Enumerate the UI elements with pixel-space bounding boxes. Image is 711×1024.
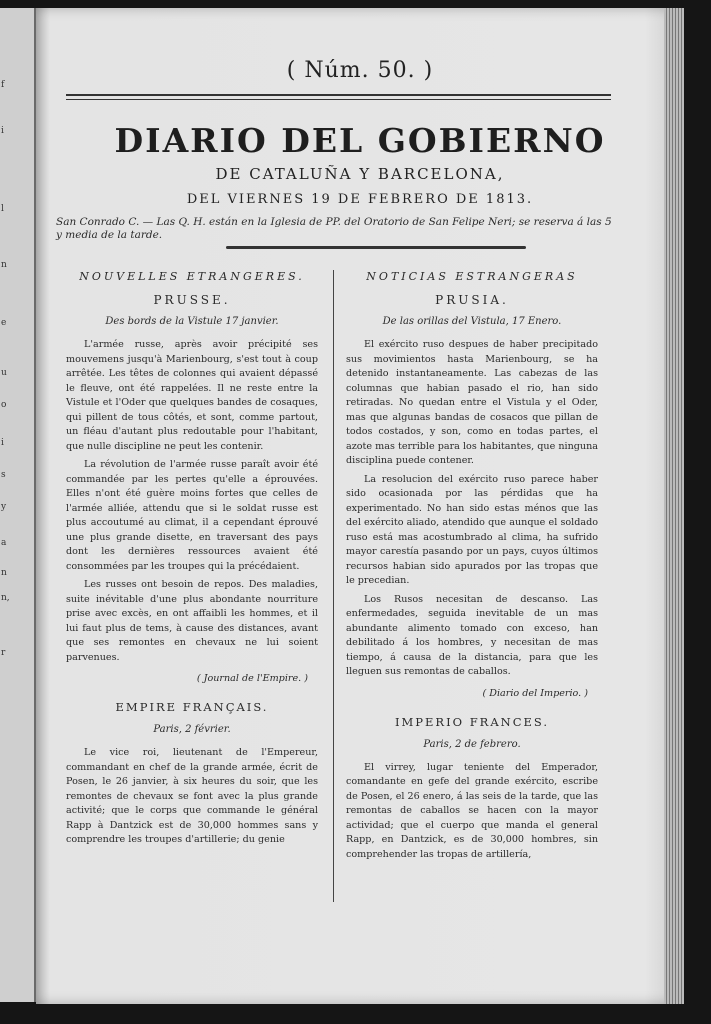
saint-notice: San Conrado C. — Las Q. H. están en la Iglesia de PP. del Oratorio de San Felipe Neri; se reserva á las 5 y media de la tarde.: [56, 216, 612, 241]
country-heading: PRUSSE.: [153, 293, 231, 307]
article-paragraph: La resolucion del exército ruso parece haber sido ocasionada por las pérdidas que ha experimentado. No han sido estas ménos que las del exército aliado, atendido que aunque el soldado ruso está mas acostumbrado al clima, ha sufrido mayor carestía pasando por un pays, cuyos últimos recursos habian sido apurados por las tropas que le precedian.: [346, 473, 598, 586]
left-page-fragment: r: [1, 648, 6, 658]
article-dateline: Paris, 2 de febrero.: [423, 738, 521, 750]
newspaper-title: DIARIO DEL GOBIERNO: [114, 121, 606, 160]
header-rule-top: [66, 94, 611, 96]
french-column: [66, 270, 318, 852]
left-page-fragment: i: [1, 438, 4, 448]
article-dateline: Des bords de la Vistule 17 janvier.: [105, 316, 279, 327]
issue-date: DEL VIERNES 19 DE FEBRERO DE 1813.: [186, 192, 534, 207]
article-dateline: Paris, 2 février.: [153, 724, 231, 735]
header-ornament-rule: [226, 246, 526, 249]
left-page-fragment: o: [1, 400, 7, 410]
left-page-fragment: f: [1, 80, 5, 90]
left-page-fragment: n,: [1, 593, 10, 603]
previous-page-edge: [0, 8, 36, 1002]
page-stack-edge: [664, 8, 684, 1004]
article-paragraph: Les russes ont besoin de repos. Des maladies, suite inévitable d'une plus abondante nourriture prise avec excès, en ont affaibli les hommes, et il lui faut plus de tems, à cause des distances, avant que ses remontes en chevaux ne lui soient parvenues.: [66, 579, 318, 663]
left-page-fragment: u: [1, 368, 7, 378]
section-title: NOUVELLES ETRANGERES.: [79, 270, 305, 283]
spanish-column: [346, 270, 598, 866]
section-title: NOTICIAS ESTRANGERAS: [366, 270, 578, 283]
article-source: ( Journal de l'Empire. ): [196, 673, 308, 684]
column-divider: [333, 270, 334, 902]
article-paragraph: L'armée russe, après avoir précipité ses mouvemens jusqu'à Marienbourg, s'est tout à coup arrêtée. Les têtes de colonnes qui avaient dépassé le fleuve, ont été rappelées. Il ne reste entre la Vistule et l'Oder que quelques bandes de cosaques, qui pillent de tous côtés, et sont, comme partout, un fléau d'autant plus redoutable pour l'habitant, que nulle discipline ne peut les contenir.: [66, 339, 318, 452]
article-paragraph: Le vice roi, lieutenant de l'Empereur, commandant en chef de la grande armée, écrit de Posen, le 26 janvier, à six heures du soir, que les remontes de chevaux se font avec la plus grande activité; que le corps que commande le général Rapp à Dantzick est de 30,000 hommes sans y comprendre les troupes d'artillerie; du genie: [66, 747, 318, 845]
section-title: IMPERIO FRANCES.: [394, 714, 550, 729]
left-page-fragment: e: [1, 318, 7, 328]
left-page-fragment: l: [1, 204, 4, 214]
left-page-fragment: s: [1, 470, 6, 480]
article-source: ( Diario del Imperio. ): [482, 687, 588, 699]
issue-number: ( Núm. 50. ): [286, 58, 434, 83]
article-paragraph: La révolution de l'armée russe paraît avoir été commandée par les pertes qu'elle a éprouvées. Elles n'ont été guère moins fortes que celles de l'armée alliée, attendu que si le soldat russe est plus accoutumé au climat, il a cependant éprouvé une plus grande disette, en traversant des pays dont les dernières ressources avaient été consommées par les troupes qui la précédaient.: [66, 459, 318, 572]
section-title: EMPIRE FRANÇAIS.: [115, 700, 269, 714]
article-paragraph: El exército ruso despues de haber precipitado sus movimientos hasta Marienbourg, se ha detenido instantaneamente. Las cabezas de las columnas que habian pasado el rio, han sido retiradas. No quedan entre el Vistula y el Oder, mas que algunas bandas de cosacos que pillan de todos costados, y son, como en todas partes, el azote mas terrible para los habitantes, que ninguna disciplina puede contener.: [346, 339, 598, 466]
article-paragraph: Los Rusos necesitan de descanso. Las enfermedades, seguida inevitable de un mas abundante alimento tomado con exceso, han debilitado á los hombres, y necesitan de mas tiempo, á causa de la distancia, para que les lleguen sus remontas de caballos.: [346, 593, 598, 677]
article-dateline: De las orillas del Vistula, 17 Enero.: [382, 316, 562, 327]
country-heading: PRUSIA.: [435, 293, 509, 307]
left-page-fragment: n: [1, 568, 7, 578]
newspaper-subtitle: DE CATALUÑA Y BARCELONA,: [215, 165, 505, 183]
left-page-fragment: a: [1, 538, 7, 548]
article-paragraph: El virrey, lugar teniente del Emperador, comandante en gefe del grande exército, escribe de Posen, el 26 enero, á las seis de la tarde, que las remontas de caballos se hacen con la mayor actividad; que el cuerpo que manda el general Rapp, en Dantzick, es de 30,000 hombres, sin comprehender las tropas de artillería,: [346, 761, 598, 860]
newspaper-page: [36, 8, 684, 1004]
left-page-fragment: n: [1, 260, 7, 270]
left-page-fragment: i: [1, 126, 4, 136]
header-rule-thin: [66, 99, 611, 100]
left-page-fragment: y: [1, 502, 7, 512]
